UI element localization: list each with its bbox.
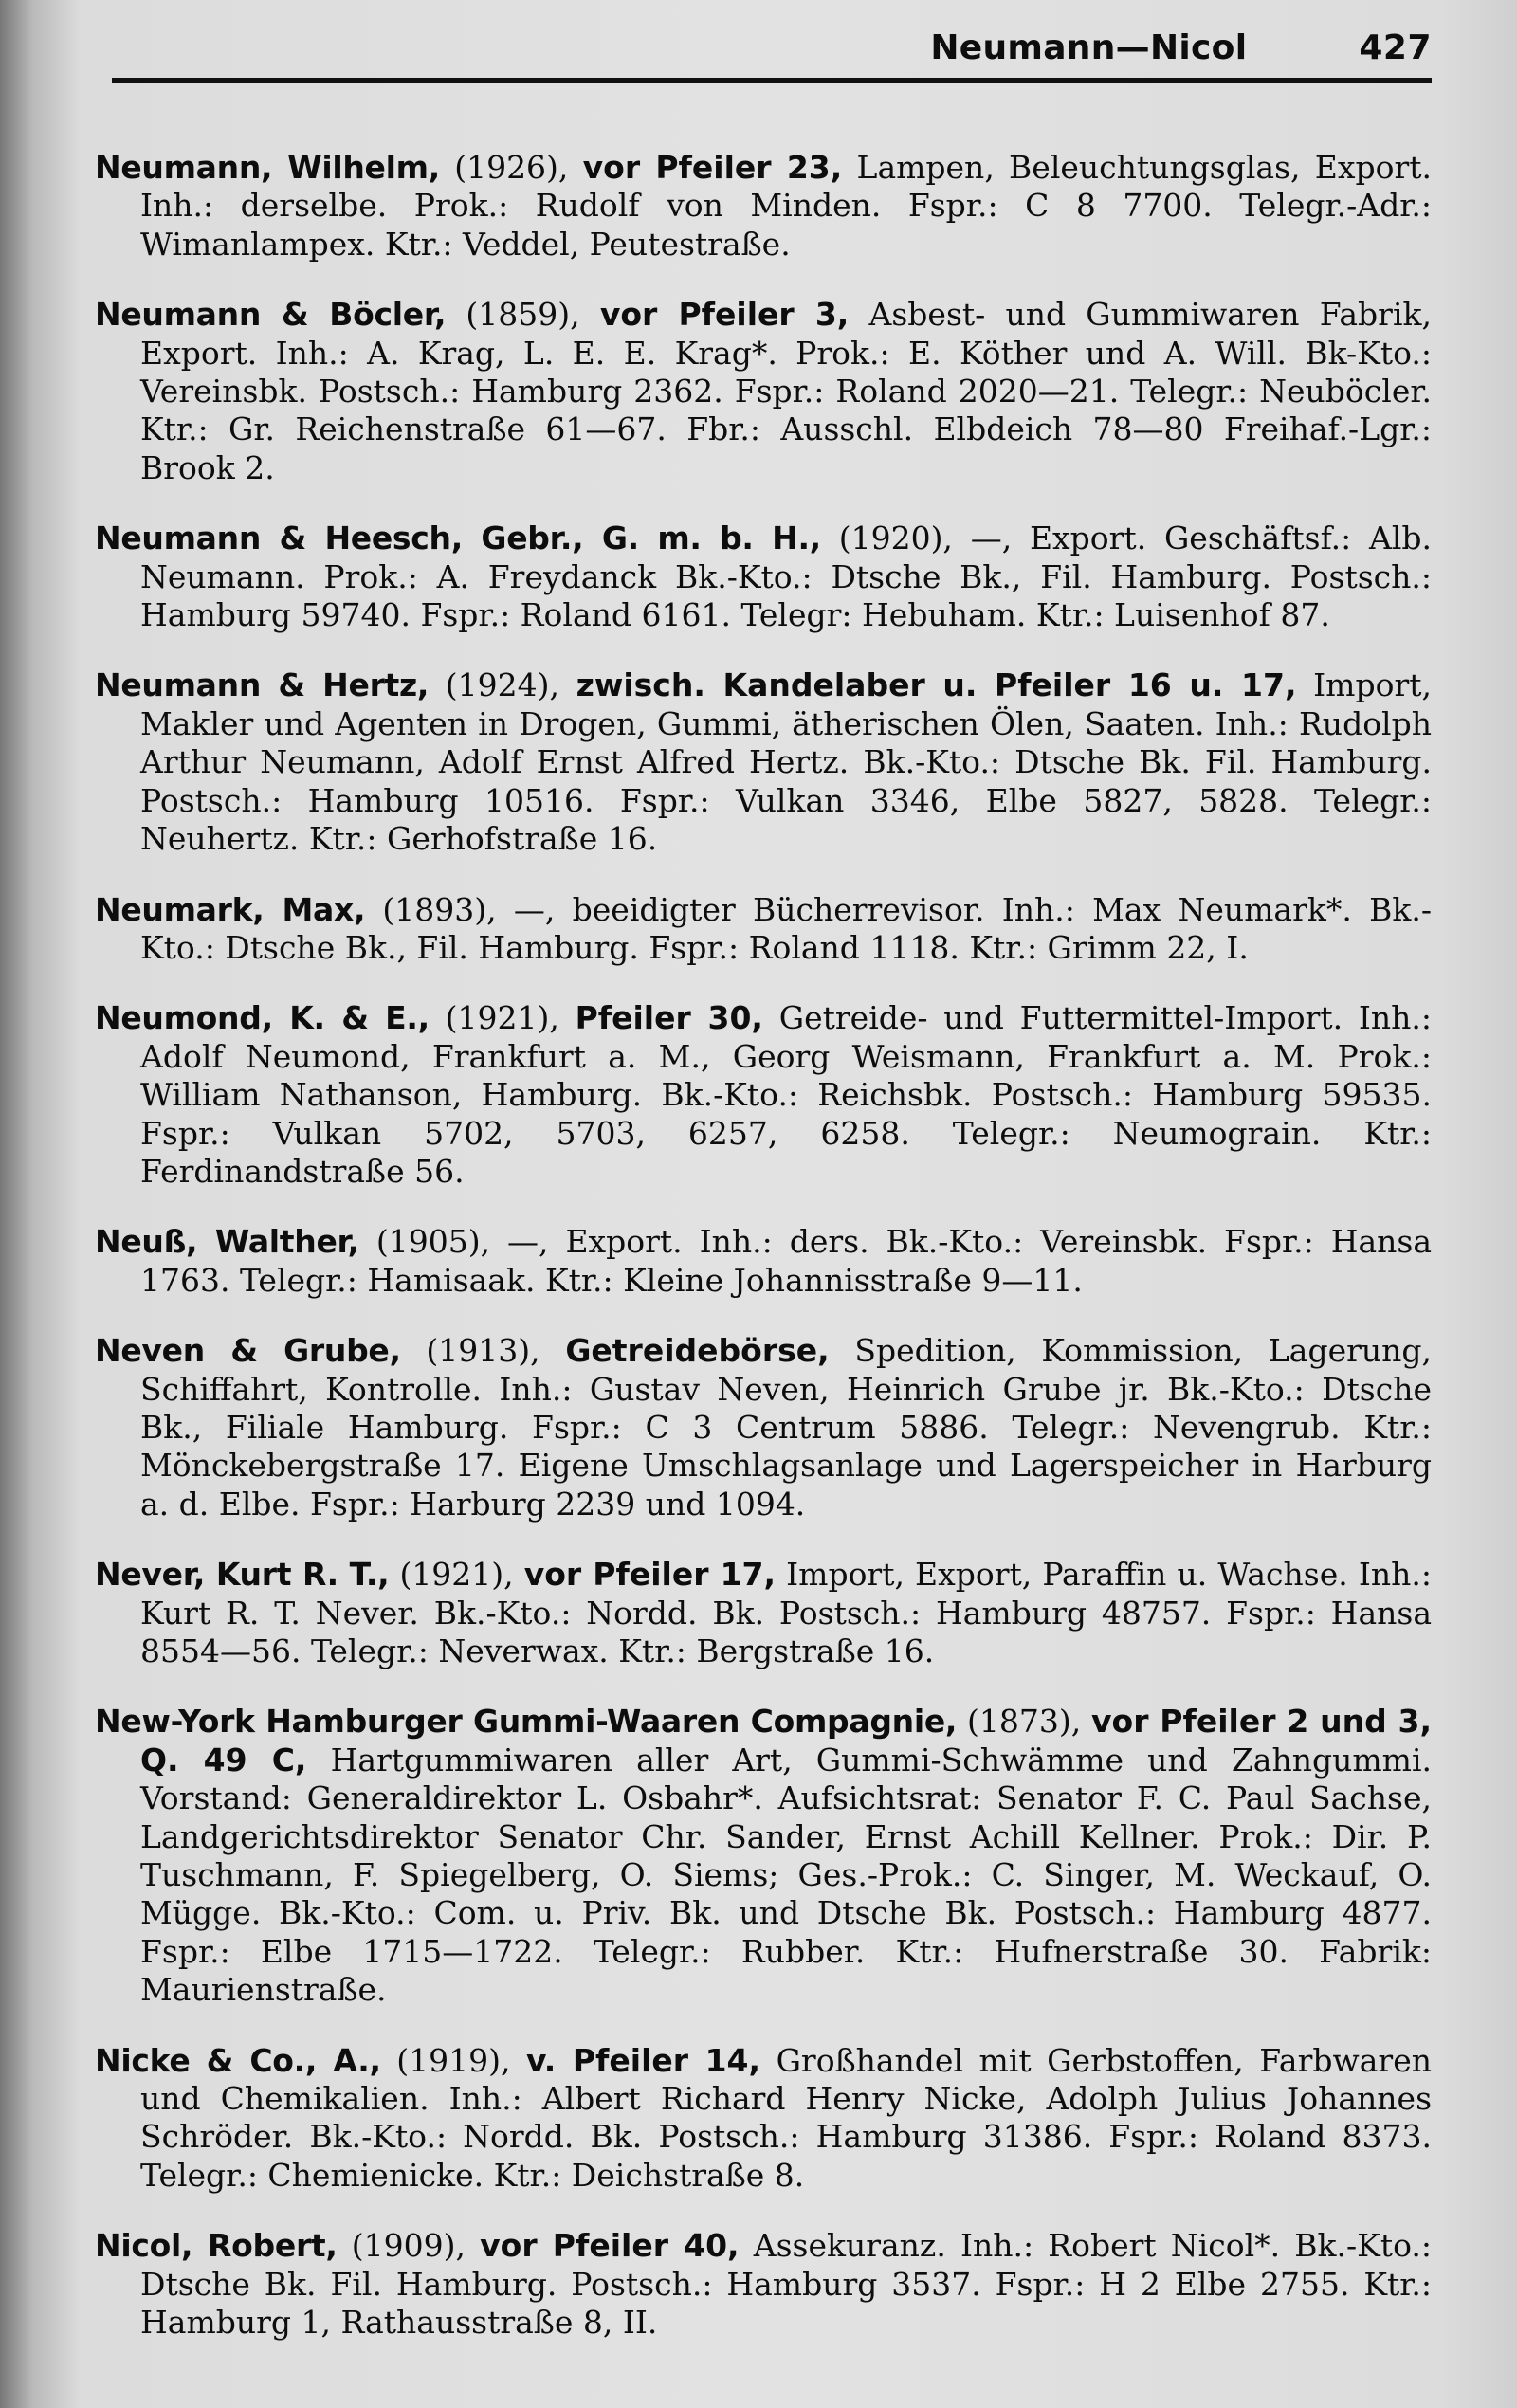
entry-details: Großhandel mit Gerbstoffen, Farbwaren und Chemikalien. Inh.: Albert Richard Henry Nicke, Adolph Julius Johannes Schröder. Bk.-Kto.: Nordd. Bk. Postsch.: Hamburg 31386. Fspr.: Roland 8373. Telegr.: Chemienicke. Ktr.: Deichstraße 8. bbox=[140, 2041, 1432, 2194]
entry-details: —, beeidigter Bücherrevisor. Inh.: Max Neumark*. Bk.-Kto.: Dtsche Bk., Fil. Hamburg. Fspr.: Roland 1118. Ktr.: Grimm 22, I. bbox=[140, 890, 1432, 966]
exchange-location: Getreidebörse, bbox=[565, 1332, 830, 1370]
page-number: 427 bbox=[1359, 27, 1432, 67]
founding-year: (1909), bbox=[337, 2227, 481, 2265]
directory-entry bbox=[95, 1332, 1432, 1523]
firm-name: Neumond, K. & E., bbox=[95, 999, 430, 1037]
exchange-location: vor Pfeiler 2 und 3, Q. 49 C, bbox=[140, 1703, 1433, 1779]
entry-details: Hartgummiwaren aller Art, Gummi-Schwämme und Zahngummi. Vorstand: Generaldirektor L. Osbahr*. Aufsichtsrat: Senator F. C. Paul Sachse, Landgerichtsdirektor Senator Chr. Sander, Ernst Achill Kellner. Prok.: Dir. P. Tuschmann, F. Spiegelberg, O. Siems; Ges.-Prok.: C. Singer, M. Weckauf, O. Mügge. Bk.-Kto.: Com. u. Priv. Bk. und Dtsche Bk. Postsch.: Hamburg 4877. Fspr.: Elbe 1715—1722. Telegr.: Rubber. Ktr.: Hufnerstraße 30. Fabrik: Maurienstraße. bbox=[140, 1741, 1432, 2009]
founding-year: (1873), bbox=[957, 1703, 1092, 1741]
exchange-location: vor Pfeiler 23, bbox=[582, 149, 843, 186]
exchange-location: Pfeiler 30, bbox=[575, 999, 763, 1037]
firm-name: Nicke & Co., A., bbox=[95, 2041, 381, 2079]
founding-year: (1921), bbox=[389, 1556, 524, 1594]
firm-name: New-York Hamburger Gummi-Waaren Compagnie, bbox=[95, 1703, 958, 1741]
exchange-location: v. Pfeiler 14, bbox=[525, 2041, 761, 2079]
firm-name: Neumann & Heesch, Gebr., G. m. b. H., bbox=[95, 520, 821, 557]
directory-entry bbox=[95, 149, 1432, 264]
firm-name: Neumann & Böcler, bbox=[95, 296, 447, 334]
firm-name: Neven & Grube, bbox=[95, 1332, 401, 1370]
exchange-location: vor Pfeiler 17, bbox=[523, 1556, 777, 1594]
firm-name: Neumann, Wilhelm, bbox=[95, 149, 440, 186]
firm-name: Nicol, Robert, bbox=[95, 2227, 338, 2265]
exchange-location: vor Pfeiler 40, bbox=[480, 2227, 740, 2265]
exchange-location: zwisch. Kandelaber u. Pfeiler 16 u. 17, bbox=[576, 666, 1297, 704]
founding-year: (1921), bbox=[429, 999, 576, 1037]
exchange-location: vor Pfeiler 3, bbox=[599, 296, 850, 334]
header-rule bbox=[112, 78, 1432, 83]
entry-details: Import, Export, Paraffin u. Wachse. Inh.: Kurt R. T. Never. Bk.-Kto.: Nordd. Bk. Postsch.: Hamburg 48757. Fspr.: Hansa 8554—56. Telegr.: Neverwax. Ktr.: Bergstraße 16. bbox=[140, 1556, 1432, 1669]
firm-name: Neuß, Walther, bbox=[95, 1223, 359, 1261]
entry-details: —, Export. Inh.: ders. Bk.-Kto.: Vereinsbk. Fspr.: Hansa 1763. Telegr.: Hamisaak. Ktr.: Kleine Johannisstraße 9—11. bbox=[140, 1223, 1433, 1299]
directory-entry bbox=[95, 296, 1432, 487]
entry-details: Asbest- und Gummiwaren Fabrik, Export. Inh.: A. Krag, L. E. E. Krag*. Prok.: E. Köther und A. Will. Bk-Kto.: Vereinsbk. Postsch.: Hamburg 2362. Fspr.: Roland 2020—21. Telegr.: Neuböcler. Ktr.: Gr. Reichenstraße 61—67. Fbr.: Ausschl. Elbdeich 78—80 Freihaf.-Lgr.: Brook 2. bbox=[140, 296, 1432, 486]
directory-entry bbox=[95, 520, 1432, 634]
directory-entry bbox=[95, 999, 1432, 1191]
founding-year: (1924), bbox=[429, 666, 576, 704]
directory-entry bbox=[95, 2227, 1432, 2342]
founding-year: (1859), bbox=[446, 296, 600, 334]
firm-name: Never, Kurt R. T., bbox=[95, 1556, 390, 1594]
directory-entry bbox=[95, 1556, 1432, 1670]
entry-details: Import, Makler und Agenten in Drogen, Gummi, ätherischen Ölen, Saaten. Inh.: Rudolph Arthur Neumann, Adolf Ernst Alfred Hertz. Bk.-Kto.: Dtsche Bk. Fil. Hamburg. Postsch.: Hamburg 10516. Fspr.: Vulkan 3346, Elbe 5827, 5828. Telegr.: Neuhertz. Ktr.: Gerhofstraße 16. bbox=[140, 666, 1432, 858]
firm-name: Neumann & Hertz, bbox=[95, 666, 430, 704]
firm-name: Neumark, Max, bbox=[95, 890, 366, 928]
founding-year: (1926), bbox=[439, 149, 583, 186]
running-title: Neumann—Nicol bbox=[930, 27, 1248, 67]
entry-details: Lampen, Beleuchtungsglas, Export. Inh.: derselbe. Prok.: Rudolf von Minden. Fspr.: C 8 7700. Telegr.-Adr.: Wimanlampex. Ktr.: Veddel, Peutestraße. bbox=[140, 149, 1432, 263]
directory-entry bbox=[95, 2042, 1432, 2196]
founding-year: (1893), bbox=[365, 890, 514, 928]
directory-entry bbox=[95, 1703, 1432, 2009]
founding-year: (1905), bbox=[358, 1223, 508, 1261]
founding-year: (1920), bbox=[820, 520, 971, 557]
entry-details: Assekuranz. Inh.: Robert Nicol*. Bk.-Kto.: Dtsche Bk. Fil. Hamburg. Postsch.: Hamburg 3537. Fspr.: H 2 Elbe 2755. Ktr.: Hamburg 1, Rathausstraße 8, II. bbox=[140, 2227, 1432, 2342]
directory-entry bbox=[95, 666, 1432, 858]
page-header bbox=[112, 23, 1432, 72]
entry-details: —, Export. Geschäftsf.: Alb. Neumann. Prok.: A. Freydanck Bk.-Kto.: Dtsche Bk., Fil. Hamburg. Postsch.: Hamburg 59740. Fspr.: Roland 6161. Telegr: Hebuham. Ktr.: Luisenhof 87. bbox=[140, 520, 1433, 634]
directory-entries bbox=[95, 118, 1432, 2375]
directory-entry bbox=[95, 1223, 1432, 1300]
founding-year: (1919), bbox=[380, 2041, 526, 2079]
entry-details: Spedition, Kommission, Lagerung, Schiffahrt, Kontrolle. Inh.: Gustav Neven, Heinrich Grube jr. Bk.-Kto.: Dtsche Bk., Filiale Hamburg. Fspr.: C 3 Centrum 5886. Telegr.: Nevengrub. Ktr.: Mönckebergstraße 17. Eigene Umschlagsanlage und Lagerspeicher in Harburg a. d. Elbe. Fspr.: Harburg 2239 und 1094. bbox=[140, 1332, 1433, 1523]
founding-year: (1913), bbox=[400, 1332, 566, 1370]
entry-details: Getreide- und Futtermittel-Import. Inh.: Adolf Neumond, Frankfurt a. M., Georg Weismann, Frankfurt a. M. Prok.: William Nathanson, Hamburg. Bk.-Kto.: Reichsbk. Postsch.: Hamburg 59535. Fspr.: Vulkan 5702, 5703, 6257, 6258. Telegr.: Neumograin. Ktr.: Ferdinandstraße 56. bbox=[140, 999, 1432, 1190]
directory-entry bbox=[95, 891, 1432, 968]
